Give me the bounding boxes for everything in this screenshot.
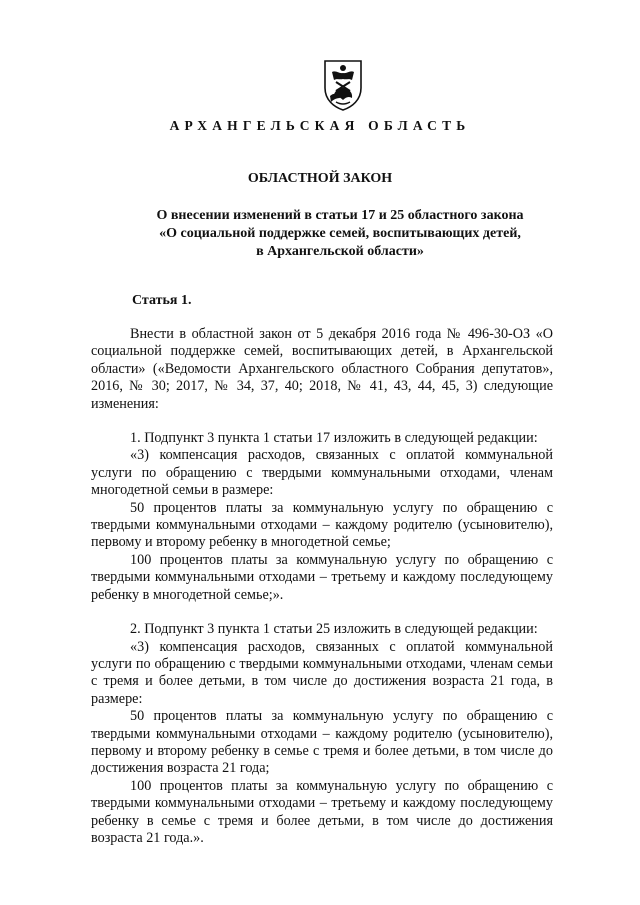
article-paragraph: 50 процентов платы за коммунальную услугу по обращению с твердыми коммунальными отходами – каждому родителю (усыновителю), первому и второму ребенку в многодетной семье; bbox=[91, 499, 553, 551]
law-title-line: в Архангельской области» bbox=[256, 244, 424, 259]
law-title bbox=[120, 207, 560, 261]
law-title-line: «О социальной поддержке семей, воспитывающих детей, bbox=[159, 226, 521, 241]
law-type-heading: ОБЛАСТНОЙ ЗАКОН bbox=[247, 171, 393, 186]
article-paragraph: Внести в областной закон от 5 декабря 2016 года № 496-30-ОЗ «О социальной поддержке семей, воспитывающих детей, в Архангельской области» («Ведомости Архангельского областного Собрания депутатов», 2016, № 30; 2017, № 34, 37, 40; 2018, № 41, 43, 44, 45, 3) следующие изменения: bbox=[91, 326, 553, 412]
coat-of-arms-icon bbox=[322, 58, 364, 112]
region-name: АРХАНГЕЛЬСКАЯ ОБЛАСТЬ bbox=[169, 118, 471, 133]
article-paragraph: 2. Подпункт 3 пункта 1 статьи 25 изложить в следующей редакции: bbox=[130, 621, 538, 638]
article-paragraph: 1. Подпункт 3 пункта 1 статьи 17 изложить в следующей редакции: bbox=[130, 430, 538, 447]
article-paragraph: «3) компенсация расходов, связанных с оплатой коммунальной услуги по обращению с твердыми коммунальными отходами, членам семьи с тремя и более детьми, в том числе до достижения возраста 21 года, в размере: bbox=[91, 638, 553, 707]
article-paragraph: «3) компенсация расходов, связанных с оплатой коммунальной услуги по обращению с твердыми коммунальными отходами, членам многодетной семьи в размере: bbox=[91, 447, 553, 499]
article-heading: Статья 1. bbox=[132, 293, 192, 308]
law-title-line: О внесении изменений в статьи 17 и 25 областного закона bbox=[156, 208, 524, 223]
article-body bbox=[91, 326, 553, 847]
article-paragraph: 100 процентов платы за коммунальную услугу по обращению с твердыми коммунальными отходами – третьему и каждому последующему ребенку в многодетной семье;». bbox=[91, 551, 553, 603]
article-paragraph: 50 процентов платы за коммунальную услугу по обращению с твердыми коммунальными отходами – каждому родителю (усыновителю), первому и второму ребенку в семье с тремя и более детьми, в том числе до достижения возраста 21 года; bbox=[91, 708, 553, 777]
article-paragraph: 100 процентов платы за коммунальную услугу по обращению с твердыми коммунальными отходами – третьему и каждому последующему ребенку в семье с тремя и более детьми, в том числе до достижения возраста 21 года.». bbox=[91, 777, 553, 846]
